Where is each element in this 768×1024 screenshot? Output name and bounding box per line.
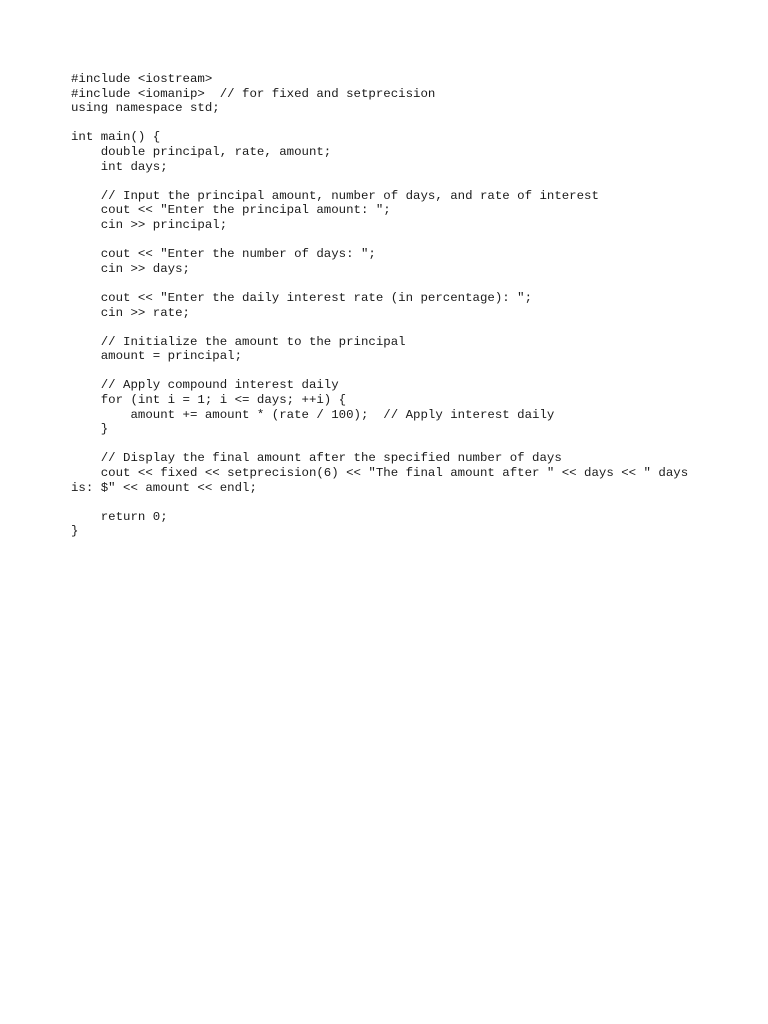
code-line: cout << "Enter the number of days: "; <box>71 247 376 262</box>
code-line <box>71 364 688 379</box>
code-line: cin >> days; <box>71 261 190 276</box>
code-line: } <box>71 422 109 437</box>
code-line: cin >> principal; <box>71 217 228 232</box>
code-listing <box>71 72 688 539</box>
code-line: cout << "Enter the principal amount: "; <box>71 203 391 218</box>
code-line: cout << "Enter the daily interest rate (in percentage): "; <box>71 290 533 305</box>
code-line <box>71 116 688 131</box>
code-line: // Initialize the amount to the principal <box>71 334 406 349</box>
code-line <box>71 437 688 452</box>
code-line: // Display the final amount after the specified number of days <box>71 451 562 466</box>
code-line: } <box>71 524 79 539</box>
code-line: for (int i = 1; i <= days; ++i) { <box>71 393 347 408</box>
code-line <box>71 174 688 189</box>
code-line: int main() { <box>71 130 161 145</box>
code-line: // Input the principal amount, number of days, and rate of interest <box>71 188 599 203</box>
code-line: // Apply compound interest daily <box>71 378 339 393</box>
code-line <box>71 495 688 510</box>
code-line <box>71 233 688 248</box>
code-line: cin >> rate; <box>71 305 190 320</box>
code-line <box>71 276 688 291</box>
code-line: is: $" << amount << endl; <box>71 480 257 495</box>
code-line: double principal, rate, amount; <box>71 144 332 159</box>
code-line <box>71 320 688 335</box>
code-line: return 0; <box>71 509 168 524</box>
code-line: amount = principal; <box>71 349 243 364</box>
code-line: #include <iomanip> // for fixed and setprecision <box>71 86 436 101</box>
code-line: amount += amount * (rate / 100); // Apply interest daily <box>71 407 555 422</box>
code-line: cout << fixed << setprecision(6) << "The final amount after " << days << " days <box>71 466 689 481</box>
code-line: #include <iostream> <box>71 72 213 86</box>
code-line: int days; <box>71 159 168 174</box>
code-line: using namespace std; <box>71 101 220 116</box>
